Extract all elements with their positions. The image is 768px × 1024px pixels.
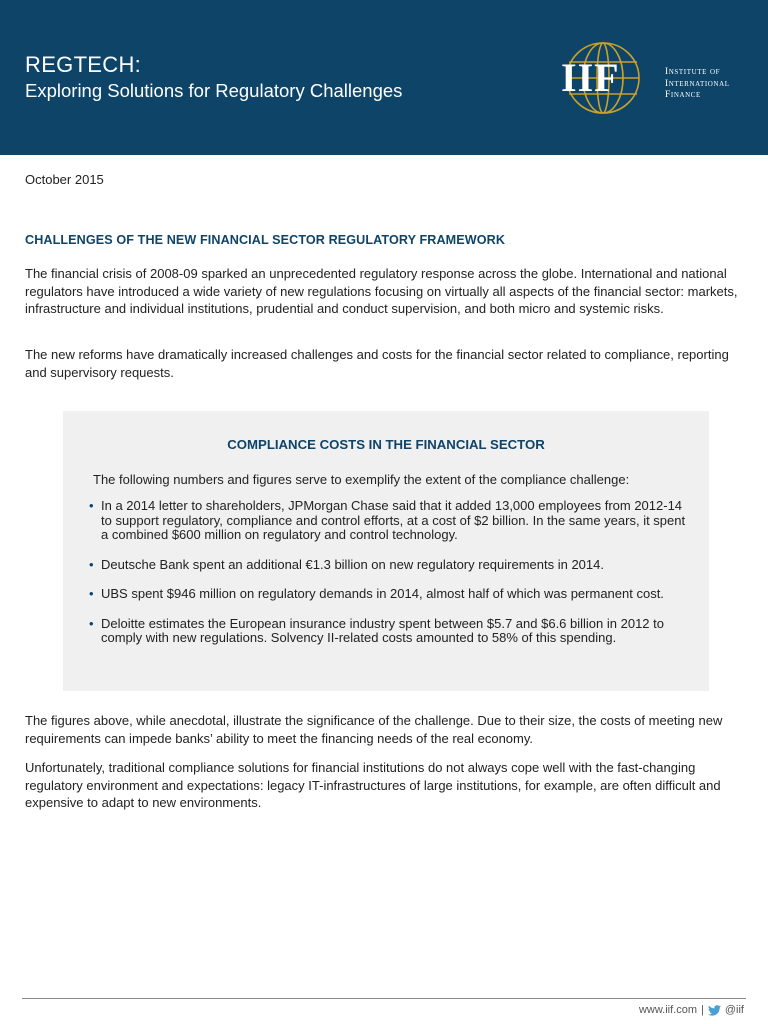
callout-title: COMPLIANCE COSTS IN THE FINANCIAL SECTOR xyxy=(227,437,545,452)
footer-divider xyxy=(22,998,746,999)
bullet-text: Deloitte estimates the European insurance industry spent between $5.7 and $6.6 billion in 2012 to comply with new regulations. Solvency II-related costs amounted to 58% of this spending. xyxy=(101,615,664,645)
callout-intro: The following numbers and figures serve to exemplify the extent of the compliance challenge: xyxy=(93,472,630,487)
logo-name-line: International xyxy=(665,78,730,89)
bullet-item xyxy=(89,499,689,543)
document-subtitle: Exploring Solutions for Regulatory Challenges xyxy=(25,80,403,101)
bullet-icon: • xyxy=(89,498,94,513)
twitter-handle[interactable]: @iif xyxy=(724,1004,744,1016)
logo-name-line: Institute of xyxy=(665,67,721,77)
twitter-bird-icon[interactable] xyxy=(708,1005,721,1016)
bullet-text: Deutsche Bank spent an additional €1.3 billion on new regulatory requirements in 2014. xyxy=(101,556,604,572)
page-header xyxy=(0,0,768,155)
iif-logo xyxy=(553,40,753,120)
logo-organization-name xyxy=(665,67,755,102)
compliance-costs-callout xyxy=(63,411,709,691)
section-heading: CHALLENGES OF THE NEW FINANCIAL SECTOR REGULATORY FRAMEWORK xyxy=(25,233,506,247)
bullet-text: UBS spent $946 million on regulatory demands in 2014, almost half of which was permanent cost. xyxy=(101,586,664,601)
bullet-icon: • xyxy=(89,586,94,601)
body-paragraph: Unfortunately, traditional compliance solutions for financial institutions do not always cope well with the fast-changing regulatory environment and expectations: legacy IT-infrastructures of large institutions, for example, are often difficult and expensive to adapt to new environments. xyxy=(25,760,721,810)
body-paragraph: The financial crisis of 2008-09 sparked an unprecedented regulatory response across the globe. International and national regulators have introduced a wide variety of new regulations focusing on virtually all aspects of the financial sector: markets, infrastructure and individual institutions, prudential and conduct supervision, and both micro and systemic risks. xyxy=(25,266,738,316)
body-paragraph: The figures above, while anecdotal, illustrate the significance of the challenge. Due to their size, the costs of meeting new requirements can impede banks’ ability to meet the financing needs of the real economy. xyxy=(25,713,723,746)
bullet-item xyxy=(89,617,689,646)
logo-name-line: Finance xyxy=(665,90,701,100)
document-title: REGTECH: xyxy=(25,52,142,77)
bullet-item xyxy=(89,587,689,602)
bullet-icon: • xyxy=(89,556,94,572)
bullet-icon: • xyxy=(89,615,94,631)
publication-date: October 2015 xyxy=(25,172,104,187)
body-paragraph: The new reforms have dramatically increased challenges and costs for the financial sector related to compliance, reporting and supervisory requests. xyxy=(25,347,729,380)
logo-letters: IIF xyxy=(561,55,620,100)
callout-bullet-list xyxy=(89,499,689,661)
bullet-text: In a 2014 letter to shareholders, JPMorgan Chase said that it added 13,000 employees from 2012-14 to support regulatory, compliance and control efforts, at a cost of $2 billion. In the same years, it spent a combined $600 million on regulatory and control technology. xyxy=(101,498,686,542)
page-footer xyxy=(639,1004,744,1016)
website-link[interactable]: www.iif.com xyxy=(638,1004,698,1016)
footer-separator: | xyxy=(701,1004,704,1016)
bullet-item xyxy=(89,558,689,573)
